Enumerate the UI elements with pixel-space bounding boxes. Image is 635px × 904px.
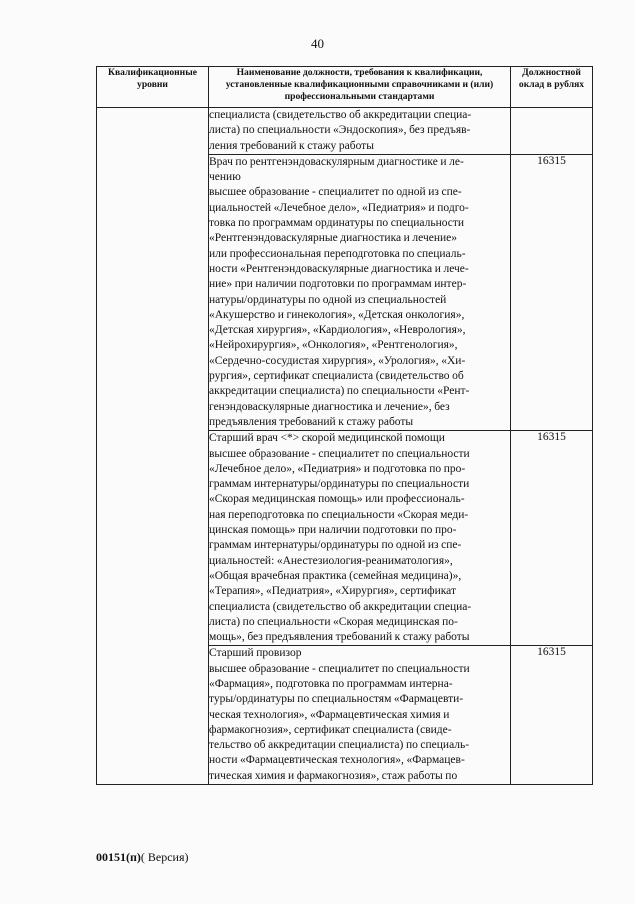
description-line: тическая химия и фармакогнозия», стаж работы по (209, 769, 458, 782)
position-description-cell (209, 108, 511, 155)
header-levels: Квалификационные уровни (97, 67, 209, 108)
description-line: «Скорая медицинская помощь» или профессиональ- (209, 493, 465, 506)
description-line: высшее образование - специалитет по одной из спе- (209, 186, 462, 199)
description-line: натуры/ординатуры по одной из специальностей (209, 293, 447, 306)
description-line: или профессиональная переподготовка по специаль- (209, 247, 466, 260)
description-line: «Детская хирургия», «Кардиология», «Неврология», (209, 324, 466, 337)
description-line: цинская помощь» при наличии подготовки по про- (209, 524, 457, 537)
description-line: товка по программам ординатуры по специальности (209, 217, 465, 230)
footer (96, 850, 189, 865)
description-line: специалиста (свидетельство об аккредитации специа- (209, 600, 472, 613)
description-line: чению (209, 171, 241, 184)
header-position: Наименование должности, требования к квалификации, установленные квалификационными справочниками и (или) профессиональными стандартами (209, 67, 511, 108)
description-line: ние» при наличии подготовки по программам интер- (209, 278, 467, 291)
description-line: «Рентгенэндоваскулярные диагностика и лечение» (209, 232, 458, 245)
description-line: «Лечебное дело», «Педиатрия» и подготовка по про- (209, 462, 466, 475)
description-line: циальностей «Лечебное дело», «Педиатрия» и подго- (209, 201, 469, 214)
salary-cell: 16315 (511, 154, 593, 430)
description-line: «Сердечно-сосудистая хирургия», «Урология», «Хи- (209, 354, 466, 367)
salary-cell: 16315 (511, 431, 593, 646)
description-line: Старший врач <*> скорой медицинской помощи (209, 432, 445, 445)
description-line: предъявления требований к стажу работы (209, 415, 414, 428)
salary-cell (511, 108, 593, 155)
description-line: листа) по специальности «Скорая медицинская по- (209, 615, 458, 628)
description-line: «Акушерство и гинекология», «Детская онкология», (209, 308, 465, 321)
description-line: граммам интернатуры/ординатуры по одной из спе- (209, 539, 462, 552)
description-line: рургия», сертификат специалиста (свидетельство об (209, 370, 464, 383)
position-description-cell (209, 154, 511, 430)
description-line: мощь», без предъявления требований к стажу работы (209, 631, 470, 644)
description-line: «Общая врачебная практика (семейная медицина)», (209, 569, 462, 582)
page-number: 40 (311, 36, 324, 51)
description-line: Старший провизор (209, 647, 302, 660)
description-line: ческая технология», «Фармацевтическая химия и (209, 708, 450, 721)
salary-cell: 16315 (511, 646, 593, 785)
description-line: циальностей: «Анестезиология-реаниматология», (209, 554, 453, 567)
description-line: высшее образование - специалитет по специальности (209, 447, 470, 460)
position-description-cell (209, 431, 511, 646)
description-line: аккредитации специалиста) по специальности «Рент- (209, 385, 470, 398)
description-line: ная переподготовка по специальности «Скорая меди- (209, 508, 469, 521)
table-header-row (97, 67, 593, 108)
description-line: специалиста (свидетельство об аккредитации специа- (209, 109, 472, 121)
description-line: ности «Рентгенэндоваскулярные диагностика и лече- (209, 262, 469, 275)
table-row (97, 108, 593, 155)
description-line: «Нейрохирургия», «Онкология», «Рентгенология», (209, 339, 458, 352)
description-line: туры/ординатуры по специальностям «Фармацевти- (209, 693, 464, 706)
description-line: «Фармация», подготовка по программам интерна- (209, 677, 453, 690)
description-line: ления требований к стажу работы (209, 139, 374, 152)
document-code: 00151(п) (96, 850, 141, 864)
header-salary: Должностной оклад в рублях (511, 67, 593, 108)
description-line: тельство об аккредитации специалиста) по специаль- (209, 739, 470, 752)
description-line: генэндоваскулярные диагностика и лечение», без (209, 400, 450, 413)
qualification-table (96, 66, 593, 785)
position-description-cell (209, 646, 511, 785)
description-line: Врач по рентгенэндоваскулярным диагностике и ле- (209, 155, 464, 168)
description-line: граммам интернатуры/ординатуры по специальности (209, 478, 470, 491)
description-line: «Терапия», «Педиатрия», «Хирургия», сертификат (209, 585, 456, 598)
document-version: ( Версия) (140, 850, 189, 864)
description-line: ности «Фармацевтическая технология», «Фармацев- (209, 754, 465, 767)
description-line: высшее образование - специалитет по специальности (209, 662, 470, 675)
description-line: листа) по специальности «Эндоскопия», без предъяв- (209, 124, 471, 137)
description-line: фармакогнозия», сертификат специалиста (свиде- (209, 723, 452, 736)
table-body (97, 108, 593, 785)
qualification-level-cell (97, 108, 209, 785)
